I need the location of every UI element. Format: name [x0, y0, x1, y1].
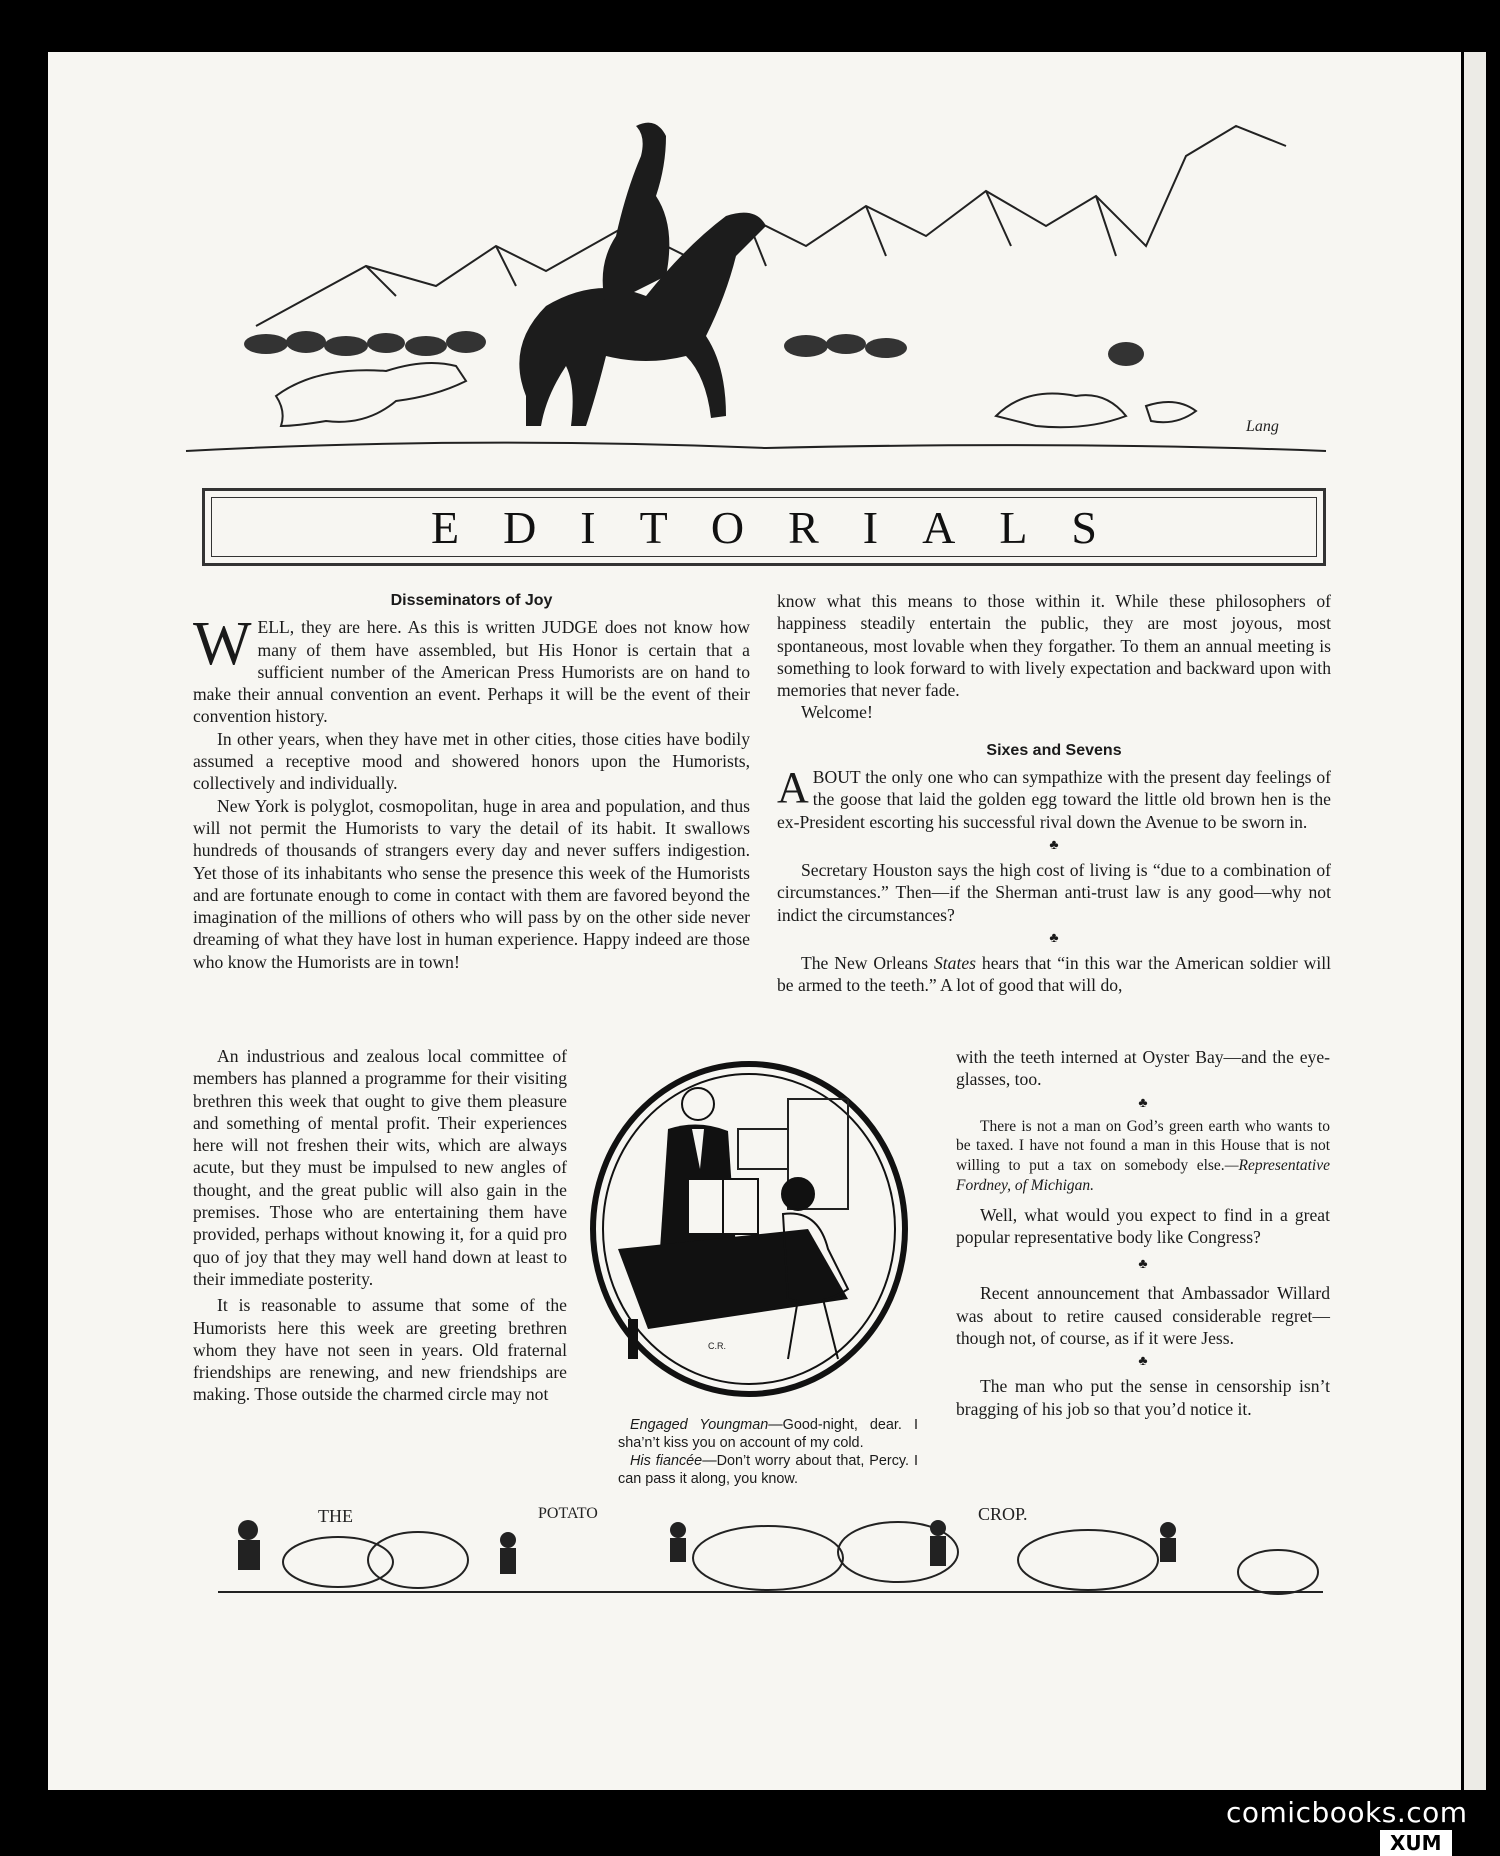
ground-line: [186, 443, 1326, 451]
horse-and-rider: [519, 123, 766, 426]
article-paragraph: It is reasonable to assume that some of the Humorists here this week are greeting brethren whom they have not seen in years. Old fraternal friendships are renewing, and new friendships are making. Those outside the charmed circle may not: [193, 1295, 567, 1405]
article-paragraph: Secretary Houston says the high cost of living is “due to a combination of circumstances.” Then—if the Sherman anti-trust law is any good—why not indict the circumstances?: [777, 859, 1331, 925]
strip-word: POTATO: [538, 1505, 598, 1522]
club-divider: ♣: [1138, 1354, 1148, 1370]
watermark-tag: XUM: [1380, 1830, 1452, 1856]
caption-line: His fiancée—Don’t worry about that, Percy. I can pass it along, you know.: [618, 1453, 918, 1487]
article-paragraph: An industrious and zealous local committee of members has planned a programme for their visiting brethren this week that ought to give them pleasure and something of mental profit. Their experiences here will not freshen their wits, which are always acute, but they must be impulsed to new angles of thought, and the great public will also gain in the premises. Those who are entertaining them have provided, perhaps without knowing it, for a quid pro quo of joy that they may well hand down at least to their immediate posterity.: [193, 1046, 567, 1289]
facing-page-edge: [1464, 52, 1486, 1790]
speaker-name: His fiancée: [630, 1453, 703, 1469]
section-title: EDITORIALS: [430, 501, 1142, 553]
drop-cap: A: [777, 763, 809, 813]
article-paragraph: Recent announcement that Ambassador Willard was about to retire caused considerable regret—though not, of course, as if it were Jess.: [956, 1283, 1330, 1348]
strip-word: THE: [318, 1506, 353, 1526]
club-divider: ♣: [1049, 837, 1059, 853]
column-left: [193, 590, 750, 973]
potato-crop-strip: [208, 1500, 1333, 1602]
club-divider: ♣: [1138, 1095, 1148, 1111]
strip-word: CROP.: [978, 1504, 1028, 1524]
article-paragraph: with the teeth interned at Oyster Bay—and the eye-glasses, too.: [956, 1047, 1330, 1090]
illustration-signature: Lang: [1246, 418, 1279, 435]
section-title-inner: [211, 497, 1317, 557]
article-paragraph: WELL, they are here. As this is written JUDGE does not know how many of them have assembled, but His Honor is certain that a sufficient number of the American Press Humorists are on hand to make their annual convention an event. Perhaps it will be the event of their convention history.: [193, 610, 750, 727]
cartoon-illustration: [588, 1059, 910, 1399]
wolf: [276, 363, 466, 426]
article-paragraph: Well, what would you expect to find in a great popular representative body like Congress?: [956, 1204, 1330, 1248]
article-paragraph: In other years, when they have met in other cities, those cities have bodily assumed a receptive mood and showered honors upon the Humorists, collectively and individually.: [193, 728, 750, 794]
cartoon-initials: C.R.: [708, 1341, 726, 1351]
column-left-narrow: [193, 1045, 567, 1406]
article-paragraph: The man who put the sense in censorship isn’t bragging of his job so that you’d notice it.: [956, 1376, 1330, 1419]
section-title-frame: [202, 488, 1326, 566]
sheet-music: [688, 1179, 758, 1234]
club-divider: ♣: [1049, 930, 1059, 946]
cartoon-caption: [618, 1416, 918, 1488]
article-paragraph: New York is polyglot, cosmopolitan, huge in area and population, and thus will not permit the Humorists to vary the detail of its habit. It swallows hundreds of thousands of strangers every day and never suffers indigestion. Yet those of its inhabitants who sense the presence this week of the Humorists and are fortunate enough to come in contact with them are favored beyond the imagination of the millions of others who will pass by on the other side never dreaming of what they have lost in human experience. Happy indeed are those who know the Humorists are in town!: [193, 795, 750, 972]
column-right-narrow: [956, 1046, 1330, 1420]
speaker-name: Engaged Youngman: [630, 1417, 769, 1433]
column-right: [777, 590, 1331, 996]
mountain-range: [256, 126, 1286, 326]
article-paragraph: ABOUT the only one who can sympathize with the present day feelings of the goose that laid the golden egg toward the little old brown hen is the ex-President escorting his successful rival down the Avenue to be sworn in.: [777, 763, 1331, 832]
article-paragraph: know what this means to those within it. While these philosophers of happiness steadily entertain the public, they are most joyous, most spontaneous, most lovable when they forgather. To them an annual meeting is something to look forward to with lively expectation and backward upon with memories that never fade.: [777, 591, 1331, 701]
caption-line: Engaged Youngman—Good-night, dear. I sha’n’t kiss you on account of my cold.: [618, 1417, 918, 1451]
drop-cap: W: [193, 610, 252, 679]
watermark-brand: comicbooks.com: [1226, 1796, 1468, 1829]
welcome-line: Welcome!: [801, 702, 873, 723]
article-paragraph: The New Orleans States hears that “in this war the American soldier will be armed to the teeth.” A lot of good that will do,: [777, 952, 1332, 996]
club-divider: ♣: [1138, 1257, 1148, 1273]
header-illustration: [166, 96, 1346, 476]
quotation: There is not a man on God’s green earth who wants to be taxed. I have not found a man in this House that is not willing to put a tax on somebody else.—Representative Fordney, of Michigan.: [956, 1117, 1330, 1194]
rocks: [996, 394, 1196, 428]
article-heading-sixes: Sixes and Sevens: [986, 741, 1122, 759]
cartoon-figures: [238, 1520, 1176, 1574]
article-heading-joy: Disseminators of Joy: [390, 592, 553, 609]
